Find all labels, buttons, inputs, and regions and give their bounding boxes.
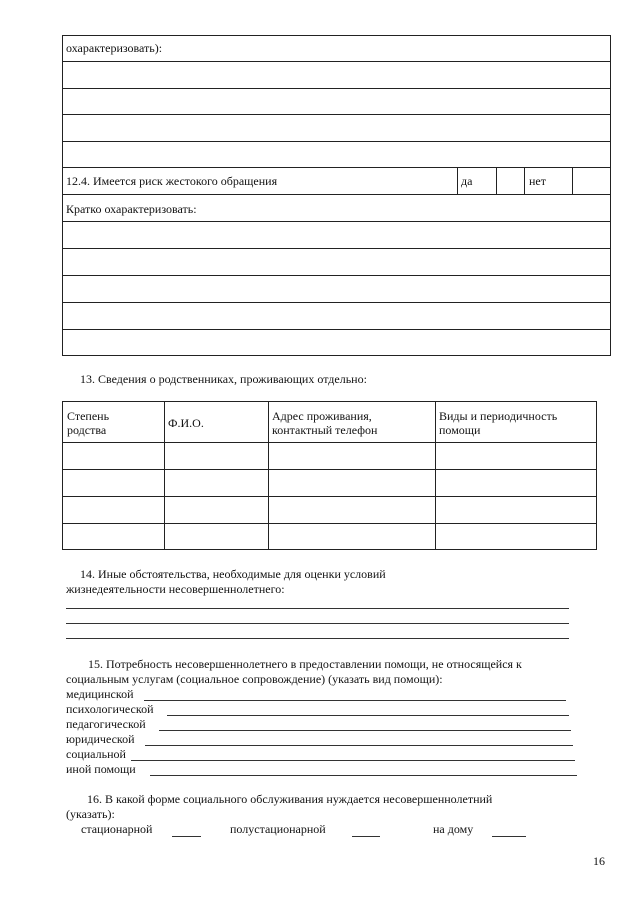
option-semi-inpatient-answer-line[interactable]: [352, 836, 380, 837]
option-inpatient: стационарной: [81, 822, 153, 836]
yes-label: да: [461, 174, 473, 188]
section-15-line-2: социальным услугам (социальное сопровождение) (указать вид помощи):: [66, 672, 443, 686]
option-semi-inpatient: полустационарной: [230, 822, 326, 836]
help-legal-answer-line[interactable]: [145, 745, 573, 746]
table-row-line: [62, 61, 611, 62]
column-header-kinship: Степень родства: [67, 409, 110, 437]
table-row-line: [62, 114, 611, 115]
table-row-line: [62, 523, 597, 524]
option-at-home-answer-line[interactable]: [492, 836, 526, 837]
page-number: 16: [593, 854, 605, 868]
yes-checkbox-cell[interactable]: [497, 168, 523, 193]
help-other-answer-line[interactable]: [150, 775, 577, 776]
help-type-social: социальной: [66, 747, 126, 761]
section-14-answer-line[interactable]: [66, 608, 569, 609]
section-15-line-1: 15. Потребность несовершеннолетнего в предоставлении помощи, не относящейся к: [88, 657, 522, 671]
section-13-heading: 13. Сведения о родственниках, проживающих отдельно:: [80, 372, 367, 386]
table-row-line: [62, 302, 611, 303]
table-col-line: [268, 401, 269, 550]
table-row-line: [62, 496, 597, 497]
table-col-line: [435, 401, 436, 550]
help-type-pedagogical: педагогической: [66, 717, 146, 731]
section-14-answer-line[interactable]: [66, 638, 569, 639]
carry-over-text: охарактеризовать):: [66, 41, 163, 55]
brief-description-label: Кратко охарактеризовать:: [66, 202, 197, 216]
help-pedagogical-answer-line[interactable]: [159, 730, 571, 731]
table-row-line: [62, 221, 611, 222]
section-14-line-2: жизнедеятельности несовершеннолетнего:: [66, 582, 285, 596]
table-row-line: [62, 194, 611, 195]
option-at-home: на дому: [433, 822, 474, 836]
section-12-table: [62, 35, 611, 356]
table-row-line: [62, 141, 611, 142]
help-type-legal: юридической: [66, 732, 135, 746]
section-14-line-1: 14. Иные обстоятельства, необходимые для оценки условий: [80, 567, 386, 581]
table-row-line: [62, 329, 611, 330]
table-row-line: [62, 88, 611, 89]
no-label: нет: [529, 174, 546, 188]
help-type-psychological: психологической: [66, 702, 154, 716]
help-social-answer-line[interactable]: [131, 760, 575, 761]
column-header-address-phone: Адрес проживания, контактный телефон: [272, 409, 378, 437]
help-medical-answer-line[interactable]: [144, 700, 566, 701]
table-row-line: [62, 167, 611, 168]
section-16-line-2: (указать):: [66, 807, 115, 821]
table-col-line: [164, 401, 165, 550]
table-row-line: [62, 248, 611, 249]
help-type-other: иной помощи: [66, 762, 136, 776]
no-checkbox-cell[interactable]: [573, 168, 610, 193]
section-16-line-1: 16. В какой форме социального обслуживания нуждается несовершеннолетний: [87, 792, 493, 806]
table-row-line: [62, 275, 611, 276]
help-type-medical: медицинской: [66, 687, 134, 701]
option-inpatient-answer-line[interactable]: [172, 836, 201, 837]
section-14-answer-line[interactable]: [66, 623, 569, 624]
table-col-line: [457, 167, 458, 194]
column-header-full-name: Ф.И.О.: [168, 416, 204, 430]
table-col-line: [524, 167, 525, 194]
item-12-4-label: 12.4. Имеется риск жестокого обращения: [66, 174, 278, 188]
table-row-line: [62, 442, 597, 443]
column-header-help-type: Виды и периодичность помощи: [439, 409, 558, 437]
table-row-line: [62, 469, 597, 470]
help-psychological-answer-line[interactable]: [167, 715, 569, 716]
